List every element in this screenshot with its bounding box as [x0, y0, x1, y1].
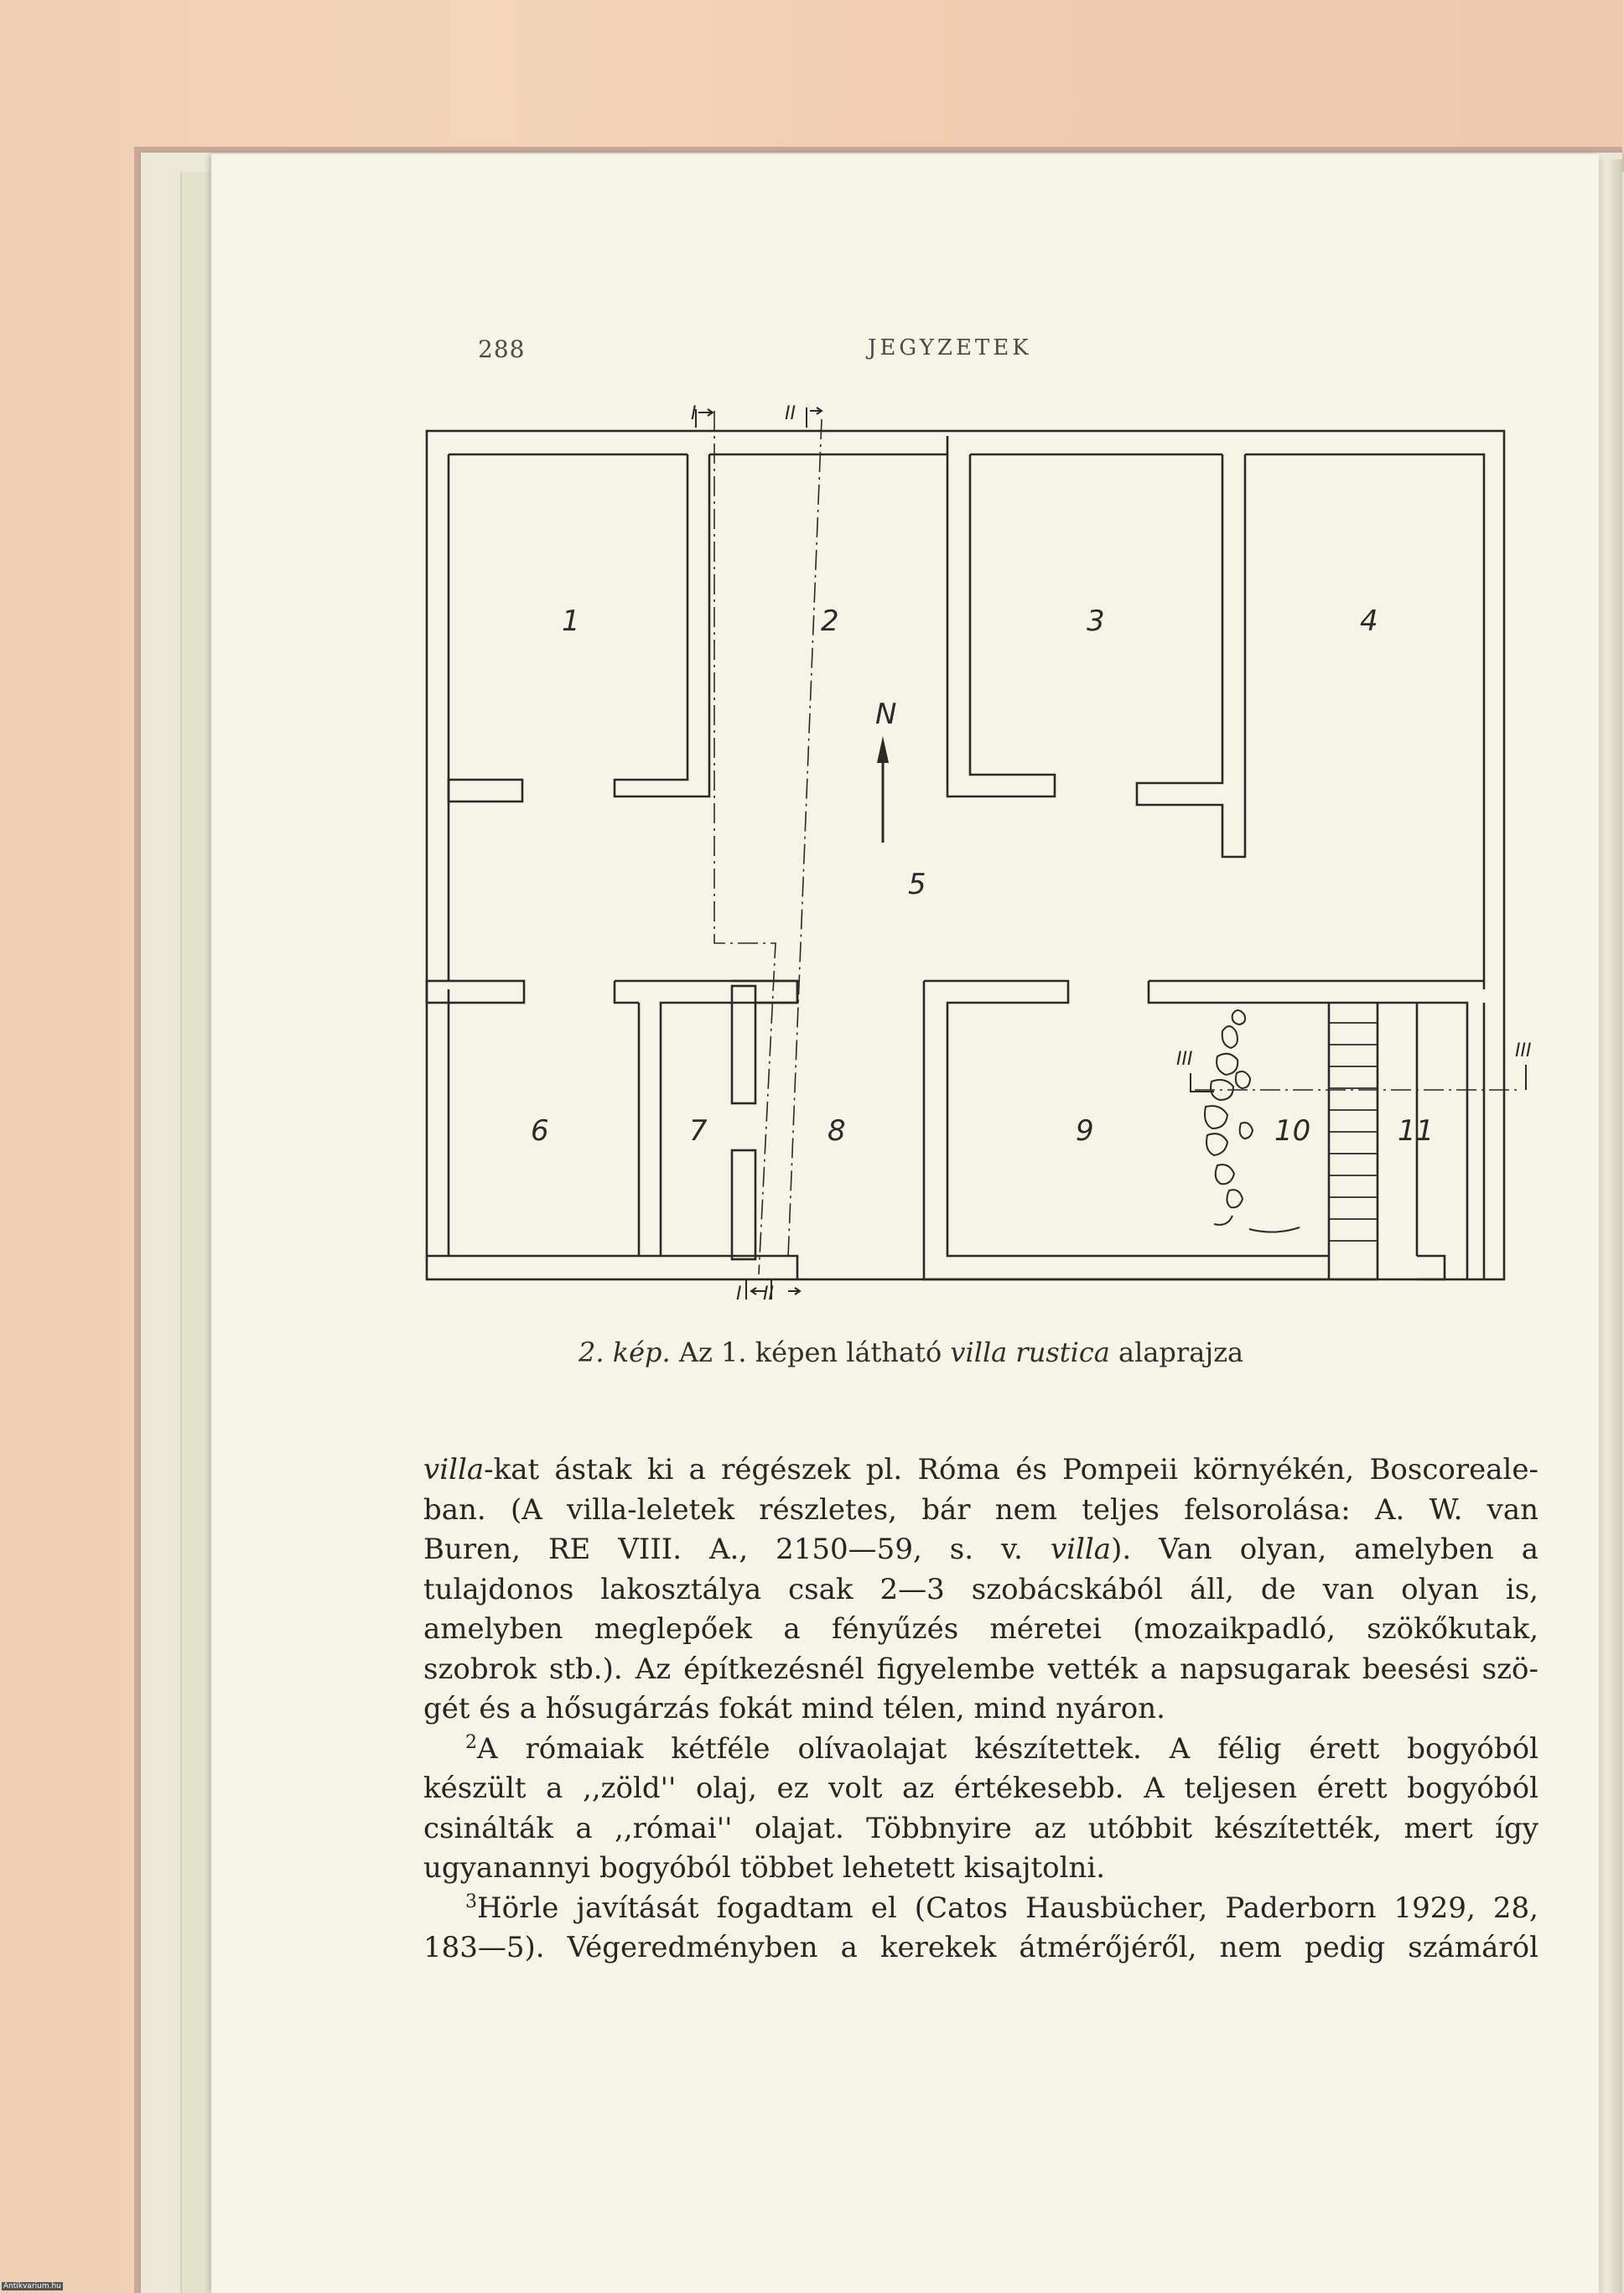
text-span: -kat ástak ki a régészek pl. Róma és Pompeii környékén, Boscoreale- [484, 1453, 1538, 1486]
wall-stub-room6 [427, 981, 524, 1003]
note-number: 2 [465, 1731, 477, 1753]
room-label-3: 3 [1087, 604, 1105, 638]
running-head-title: JEGYZETEK [868, 335, 1032, 361]
text-line [423, 1889, 1538, 1929]
section-label-top-i: I [691, 403, 697, 424]
section-label-bottom-i: I [736, 1284, 742, 1305]
north-label: N [875, 698, 897, 731]
italic-term: villa [423, 1453, 485, 1486]
caption-text-2: alaprajza [1109, 1336, 1244, 1368]
text-line: készült a ,,zöld'' olaj, ez volt az értékesebb. A teljesen érett bogyóból [423, 1772, 1538, 1805]
wall-room1-east [615, 454, 709, 796]
page-number: 288 [478, 335, 526, 363]
text-line: gét és a hősugárzás fokát mind télen, mind nyáron. [423, 1692, 1165, 1725]
figure-caption [579, 1336, 1417, 1368]
right-page-edge [1597, 159, 1622, 2293]
note-number: 3 [465, 1891, 477, 1912]
text-line [423, 1730, 1538, 1770]
plan-walls [427, 431, 1504, 1279]
text-line [423, 1450, 1538, 1491]
room-label-7: 7 [689, 1114, 708, 1148]
pillar-room7-lower [732, 1150, 755, 1259]
text-span: Buren, RE VIII. A., 2150—59, s. v. [423, 1533, 1051, 1566]
room-label-9: 9 [1076, 1114, 1094, 1148]
text-line: tulajdonos lakosztálya csak 2—3 szobácskából áll, de van olyan is, [423, 1572, 1538, 1606]
north-arrow [877, 736, 889, 843]
text-line: szobrok stb.). Az építkezésnél figyelembe vették a napsugarak beesési szö- [423, 1652, 1538, 1686]
room-label-2: 2 [821, 604, 839, 638]
wall-stub-room1 [449, 780, 522, 802]
section-markers [696, 407, 1526, 1300]
notes-body [423, 1450, 1538, 1969]
caption-text-1: Az 1. képen látható [670, 1336, 951, 1368]
caption-term: villa rustica [950, 1336, 1110, 1368]
running-head [478, 335, 1232, 369]
text-span: Hörle javítását fogadtam el (Catos Hausbücher, Paderborn 1929, 28, [477, 1891, 1538, 1925]
section-label-bottom-ii: II [763, 1284, 774, 1305]
room-label-10: 10 [1274, 1114, 1311, 1148]
room-label-1: 1 [562, 604, 580, 638]
text-span: ). Van olyan, amelyben a [1111, 1533, 1538, 1566]
room-label-8: 8 [828, 1114, 846, 1148]
wall-room3-east [1137, 454, 1245, 857]
wall-room8-top [732, 981, 797, 1003]
text-line: ugyanannyi bogyóból többet lehetett kisajtolni. [423, 1851, 1106, 1885]
room-label-11: 11 [1398, 1114, 1435, 1148]
section-label-right-iii-b: III [1515, 1040, 1532, 1061]
floor-plan-figure [411, 394, 1532, 1325]
text-line: 183—5). Végeredményben a kerekek átmérőjéről, nem pedig számáról [423, 1931, 1538, 1964]
italic-term: villa [1050, 1533, 1112, 1566]
room-label-4: 4 [1360, 604, 1378, 638]
outer-wall-inner-top [449, 454, 1484, 989]
text-line: amelyben meglepőek a fényűzés méretei (mozaikpadló, szökőkutak, [423, 1612, 1538, 1646]
section-label-right-iii-a: III [1176, 1049, 1193, 1070]
room-label-5: 5 [908, 868, 926, 901]
wall-room3-west [947, 436, 1055, 796]
room-label-6: 6 [531, 1114, 549, 1148]
stair-treads [1329, 1023, 1378, 1241]
text-line: csinálták a ,,római'' olajat. Többnyire az utóbbit készítették, mert így [423, 1811, 1538, 1845]
text-line: ban. (A villa-leletek részletes, bár nem teljes felsorolása: A. W. van [423, 1492, 1538, 1527]
text-line [423, 1530, 1538, 1570]
caption-figure-number: 2. kép. [579, 1336, 671, 1368]
text-span: A rómaiak kétféle olívaolajat készítettek. A félig érett bogyóból [477, 1731, 1538, 1766]
section-label-top-ii: II [785, 403, 796, 424]
outer-wall-outer [427, 431, 1504, 1279]
corner-stamp: Antikvarium.hu [3, 2282, 61, 2290]
